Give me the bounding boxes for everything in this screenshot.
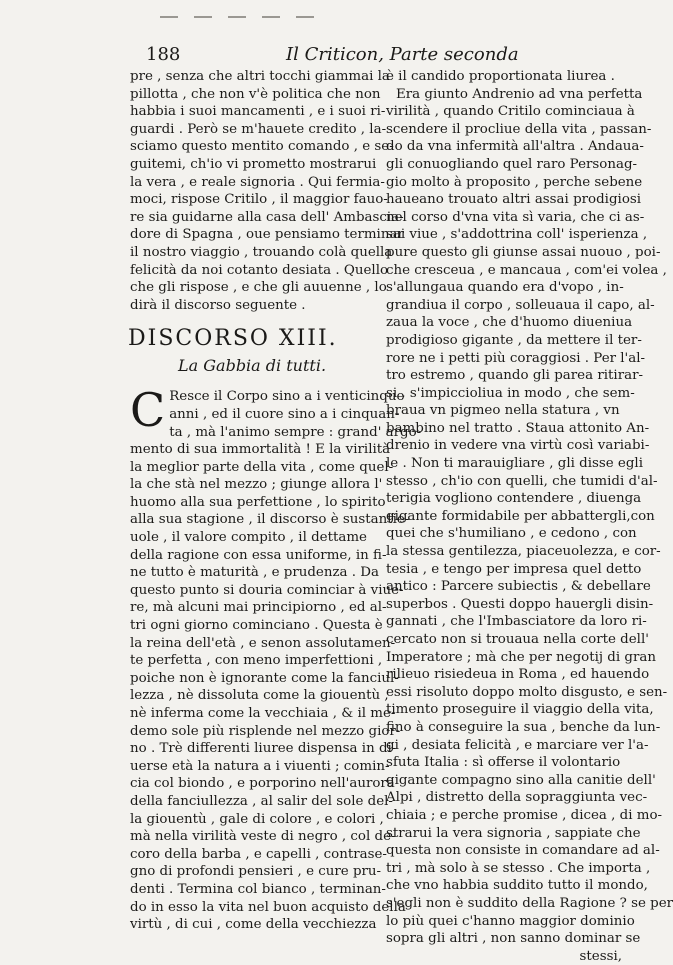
text-line: essi risoluto doppo molto disgusto, e sen- <box>386 684 668 700</box>
text-line: mento di sua immortalità ! E la virilità <box>130 442 391 458</box>
text-line: uole , il valore compito , il dettame <box>130 530 367 546</box>
page-header <box>146 44 616 68</box>
text-line: la reina dell'età , e senon assolutamen- <box>130 635 396 651</box>
text-line: rore ne i petti più coraggiosi . Per l'al- <box>386 350 646 366</box>
text-line: stessi, <box>579 948 622 964</box>
text-line: tro estremo , quando gli parea ritirar- <box>386 368 643 384</box>
text-line: gannati , che l'Imbasciatore da loro ri- <box>386 614 647 630</box>
text-line: gno di profondi pensieri , e cure pru- <box>130 864 382 880</box>
page-number: 188 <box>146 44 181 65</box>
chapter-body <box>130 383 422 933</box>
text-line: huomo alla sua perfettione , lo spirito <box>130 494 386 510</box>
text-line: superbos . Questi doppo hauergli disin- <box>386 596 654 612</box>
text-line: Era giunto Andrenio ad vna perfetta <box>396 86 643 102</box>
text-line: sai viue , s'addottrina coll' isperienza , <box>386 227 648 243</box>
text-line: tri ogni giorno cominciano . Questa è <box>130 618 383 634</box>
text-line: il nostro viaggio , trouando colà quella <box>130 244 393 260</box>
text-line: te perfetta , con meno imperfettioni , <box>130 653 383 669</box>
text-line: si , s'impiccioliua in modo , che sem- <box>386 385 635 401</box>
text-line: demo sole più risplende nel mezzo gior- <box>130 723 401 739</box>
text-line: poiche non è ignorante come la fanciul- <box>130 670 399 686</box>
text-line: lezza , nè dissoluta come la giouentù , <box>130 688 389 704</box>
text-line: cia col biondo , e porporino nell'aurora <box>130 776 395 792</box>
text-line: felicità da noi cotanto desiata . Quello <box>130 262 389 278</box>
text-line: s'egli non è suddito della Ragione ? se per <box>386 895 673 911</box>
text-line: rilieuo risiedeua in Roma , ed hauendo <box>386 667 650 683</box>
drop-cap: C <box>130 383 166 438</box>
text-line: gigante compagno sino alla canitie dell' <box>386 772 656 788</box>
text-line: lo più quei c'hanno maggior dominio <box>386 913 635 929</box>
text-line: coro della barba , e capelli , contrase- <box>130 846 387 862</box>
text-line: terigia vogliono contendere , diuenga <box>386 491 642 507</box>
text-line: sciamo questo mentito comando , e se- <box>130 139 394 155</box>
text-line: chiaia ; e perche promise , dicea , di mo- <box>386 807 663 823</box>
text-line: gli conuogliando quel raro Personag- <box>386 156 638 172</box>
text-line: pre , senza che altri tocchi giammai la <box>130 69 390 84</box>
text-line: no . Trè differenti liuree dispensa in di- <box>130 741 397 757</box>
text-line: le . Non ti marauigliare , gli disse egli <box>386 456 643 472</box>
text-line: re, mà alcuni mai principiorno , ed al- <box>130 600 387 616</box>
text-line: la giouentù , gale di colore , e colori , <box>130 811 384 827</box>
text-line: dirà il discorso seguente . <box>130 297 306 313</box>
text-line: questo punto si douria cominciar à viue- <box>130 582 404 598</box>
right-column <box>386 68 673 965</box>
text-line: virtù , di cui , come della vecchiezza <box>130 917 377 933</box>
text-line: do in esso la vita nel buon acquisto della <box>130 899 406 915</box>
text-line: gi , desiata felicità , e marciare ver l'a- <box>386 737 649 753</box>
text-line: la vera , e reale signoria . Qui fermia- <box>130 174 385 190</box>
text-line: denti . Termina col bianco , terminan- <box>130 881 386 897</box>
text-line: guardi . Però se m'hauete credito , la- <box>130 121 387 137</box>
text-line: grandiua il corpo , solleuaua il capo, al- <box>386 297 655 313</box>
text-line: ne tutto è maturità , e prudenza . Da <box>130 565 380 581</box>
left-column <box>128 68 422 934</box>
text-line: che cresceua , e mancaua , com'ei volea , <box>386 262 667 278</box>
text-line: gio molto à proposito , perche sebene <box>386 174 643 190</box>
text-line: anni , ed il cuore sino a i cinquan- <box>169 406 400 422</box>
text-line: scendere il procliue della vita , passan- <box>386 121 652 137</box>
text-line: do da vna infermità all'altra . Andaua- <box>386 139 644 155</box>
text-line: la stessa gentilezza, piaceuolezza, e cor- <box>386 544 661 560</box>
text-line: stesso , ch'io con quelli, che tumidi d'al- <box>386 473 658 489</box>
chapter-subtitle: La Gabbia di tutti. <box>178 356 327 376</box>
text-line: che vno habbia suddito tutto il mondo, <box>386 878 648 894</box>
text-line: drenio in vedere vna virtù così variabi- <box>386 438 650 454</box>
text-line: dore di Spagna , oue pensiamo terminar <box>130 227 404 243</box>
text-line: Imperatore ; mà che per negotij di gran <box>386 649 657 665</box>
text-line: tesia , e tengo per impresa quel detto <box>386 561 642 577</box>
text-line: alla sua stagione , il discorso è sustantie- <box>130 512 410 528</box>
text-line: quei che s'humiliano , e cedono , con <box>386 526 637 542</box>
text-line: sfuta Italia : sì offerse il volontario <box>386 755 621 771</box>
text-line: guitemi, ch'io vi prometto mostrarui <box>130 156 377 172</box>
text-line: nel corso d'vna vita sì varia, che ci as- <box>386 209 645 225</box>
text-line: pillotta , che non v'è politica che non <box>130 86 381 102</box>
text-line: che gli rispose , e che gli auuenne , lo <box>130 280 387 296</box>
text-line: sopra gli altri , non sanno dominar se <box>386 931 641 947</box>
text-line: virilità , quando Critilo cominciaua à <box>386 104 635 120</box>
text-line: antico : Parcere subiectis , & debellare <box>386 579 651 595</box>
text-line: mà nella virilità veste di negro , col de- <box>130 829 396 845</box>
text-line: uerse età la natura a i viuenti ; comin- <box>130 758 390 774</box>
text-line: s'allungaua quando era d'vopo , in- <box>386 280 624 296</box>
text-line: habbia i suoi mancamenti , e i suoi ri- <box>130 104 386 120</box>
running-title: Il Criticon, Parte seconda <box>286 44 519 65</box>
text-line: Alpi , distretto della sopraggiunta vec- <box>386 790 648 806</box>
text-line: moci, rispose Critilo , il maggior fauo- <box>130 192 388 208</box>
text-line: questa non consiste in comandare ad al- <box>386 843 660 859</box>
text-line: bambino nel tratto . Staua attonito An- <box>386 420 650 436</box>
text-line: nè inferma come la vecchiaia , & il me- <box>130 706 396 721</box>
text-line: pure questo gli giunse assai nuouo , poi- <box>386 244 661 260</box>
text-line: zaua la voce , che d'huomo diueniua <box>386 315 633 331</box>
text-line: haueano trouato altri assai prodigiosi <box>386 192 642 208</box>
text-line: re sia guidarne alla casa dell' Ambascia- <box>130 209 404 225</box>
text-line: timento proseguire il viaggio della vita, <box>386 702 654 718</box>
chapter-heading: DISCORSO XIII. <box>128 326 338 352</box>
text-line: della fanciullezza , al salir del sole del- <box>130 793 393 809</box>
top-edge-marks <box>160 6 460 14</box>
text-line: prodigioso gigante , da mettere il ter- <box>386 332 642 348</box>
text-line: gigante formidabile per abbattergli,con <box>386 508 655 524</box>
text-line: fino à conseguire la sua , benche da lun- <box>386 719 661 735</box>
text-line: ta , mà l'animo sempre : grand' argo- <box>169 424 422 440</box>
text-line: è il candido proportionata liurea . <box>386 69 615 84</box>
text-line: cercato non si trouaua nella corte dell' <box>386 632 649 647</box>
text-line: braua vn pigmeo nella statura , vn <box>386 403 620 419</box>
text-line: tri , mà solo à se stesso . Che importa , <box>386 860 651 876</box>
text-line: la che stà nel mezzo ; giunge allora l' <box>130 477 383 493</box>
text-line: strarui la vera signoria , sappiate che <box>386 825 641 841</box>
text-line: della ragione con essa uniforme, in fi- <box>130 547 387 563</box>
left-column-top-text <box>130 68 404 314</box>
text-line: Resce il Corpo sino a i venticinque <box>169 389 405 405</box>
text-line: la meglior parte della vita , come quel- <box>130 459 394 475</box>
